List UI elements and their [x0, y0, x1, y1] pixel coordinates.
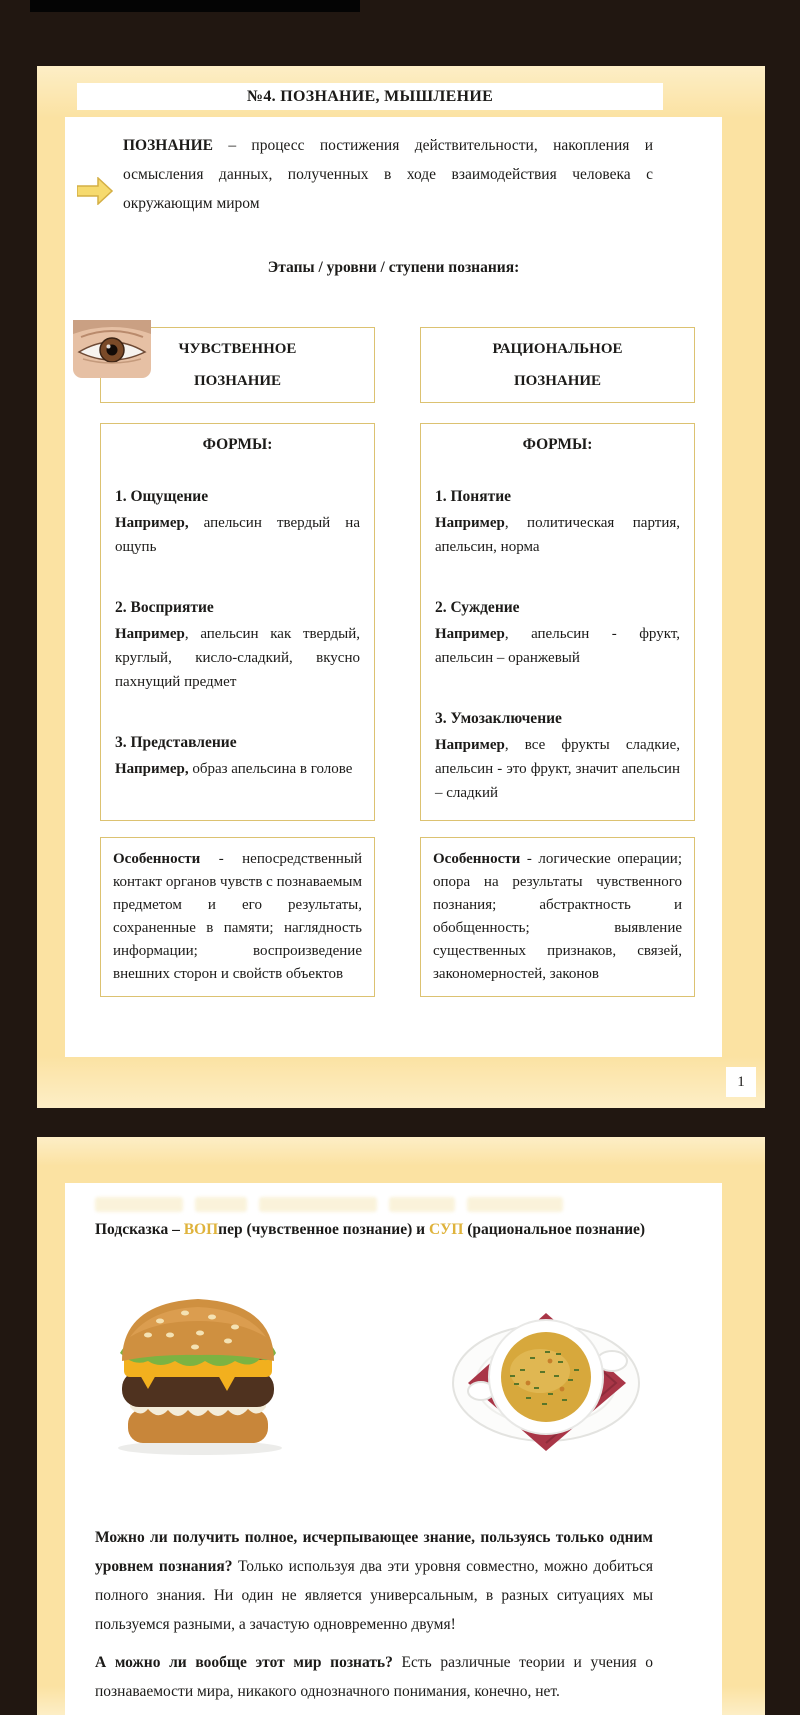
example-text: , апельсин - фрукт, апельсин – оранжевый: [435, 626, 680, 666]
hint-text: (рациональное познание): [463, 1221, 646, 1238]
form-item-name: 2. Суждение: [435, 599, 520, 616]
hint-gold-vop: ВОП: [183, 1221, 219, 1238]
forms-heading: ФОРМЫ:: [522, 436, 593, 453]
form-item-example: [435, 733, 680, 805]
sensory-features-box: [100, 837, 375, 997]
page-title-bar: [77, 83, 663, 110]
answer-text: Только используя два эти уровня совместно, можно добиться полного знания. Ни один не является универсальным, в разных ситуациях мы пользуемся разными, а зачастую одновременно двумя!: [95, 1558, 654, 1633]
example-label: Например: [435, 737, 505, 753]
hint-gold-sup: СУП: [428, 1221, 464, 1238]
form-item-example: [115, 757, 360, 781]
features-label: Особенности: [113, 851, 201, 867]
hint-paragraph: [95, 1215, 653, 1245]
form-item-example: [435, 511, 680, 559]
document-page-1: [37, 66, 765, 1108]
example-label: Например,: [115, 515, 189, 531]
example-text: , все фрукты сладкие, апельсин - это фрукт, значит апельсин – сладкий: [435, 737, 680, 801]
example-text: , политическая партия, апельсин, норма: [435, 515, 680, 555]
question-bold: А можно ли вообще этот мир познать?: [95, 1654, 393, 1671]
features-text: - непосредственный контакт органов чувств с познаваемым предметом и его результаты, сохраненные в памяти; наглядность информации; воспроизведение внешних сторон и свойств объектов: [113, 851, 362, 982]
page1-content-area: [65, 117, 722, 1057]
example-label: Например,: [115, 761, 189, 777]
sensory-forms-box: [100, 423, 375, 821]
arrow-right-icon: [77, 177, 113, 205]
features-text: - логические операции; опора на результаты чувственного познания; абстрактность и обобщенность; выявление существенных признаков, связей, закономерностей, законов: [433, 851, 682, 982]
soup-photo: [450, 1291, 645, 1456]
header-line: ПОЗНАНИЕ: [193, 373, 282, 389]
hint-text: Подсказка –: [95, 1221, 184, 1238]
form-item-name: 1. Понятие: [435, 488, 512, 505]
features-label: Особенности: [433, 851, 521, 867]
question-bold: Можно ли получить полное, исчерпывающее знание, пользуясь только одним уровнем познания?: [95, 1529, 653, 1575]
burger-photo: [100, 1283, 295, 1458]
document-page-2: [37, 1137, 765, 1715]
form-item-name: 1. Ощущение: [115, 488, 209, 505]
rational-forms-box: [420, 423, 695, 821]
page-title: №4. ПОЗНАНИЕ, МЫШЛЕНИЕ: [246, 87, 494, 105]
rational-cognition-header-box: [420, 327, 695, 403]
example-text: образ апельсина в голове: [188, 761, 353, 777]
question-paragraph-levels: [95, 1523, 653, 1639]
example-label: Например: [435, 626, 505, 642]
definition-paragraph: [123, 131, 653, 218]
page2-content-area: [65, 1183, 722, 1715]
form-item-name: 2. Восприятие: [115, 599, 214, 616]
form-item-example: [115, 622, 360, 694]
bleed-through-artifact: [95, 1193, 635, 1215]
window-top-bar: [30, 0, 360, 12]
definition-term: ПОЗНАНИЕ: [123, 137, 213, 154]
header-line: РАЦИОНАЛЬНОЕ: [492, 341, 623, 357]
form-item-name: 3. Умозаключение: [435, 710, 562, 727]
form-item-example: [435, 622, 680, 670]
example-text: , апельсин как твердый, круглый, кисло-сладкий, вкусно пахнущий предмет: [115, 626, 360, 690]
example-label: Например: [435, 515, 505, 531]
forms-heading: ФОРМЫ:: [202, 436, 273, 453]
form-item-name: 3. Представление: [115, 734, 237, 751]
header-line: ПОЗНАНИЕ: [513, 373, 602, 389]
question-paragraph-knowability: [95, 1648, 653, 1706]
example-label: Например: [115, 626, 185, 642]
rational-features-box: [420, 837, 695, 997]
page-number-badge: 1: [726, 1067, 756, 1097]
definition-body: – процесс постижения действительности, накопления и осмысления данных, полученных в ходе взаимодействия человека с окружающим миром: [123, 137, 653, 212]
stages-heading: Этапы / уровни / ступени познания:: [267, 259, 520, 276]
example-text: апельсин твердый на ощупь: [115, 515, 360, 555]
eye-photo: [73, 320, 151, 378]
answer-text: Есть различные теории и учения о познаваемости мира, никакого однозначного понимания, конечно, нет.: [95, 1654, 653, 1700]
hint-text: пер (чувственное познание) и: [218, 1221, 429, 1238]
form-item-example: [115, 511, 360, 559]
header-line: ЧУВСТВЕННОЕ: [178, 341, 297, 357]
